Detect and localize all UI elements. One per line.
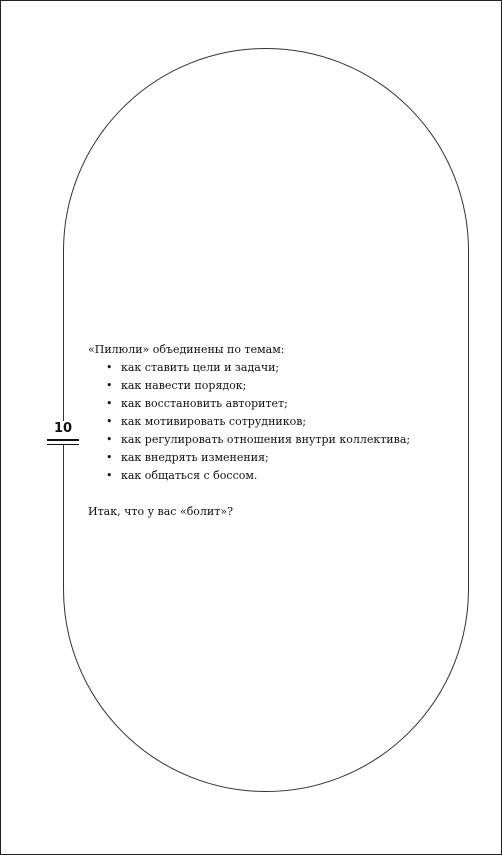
topic-item: • как ставить цели и задачи; — [106, 359, 418, 377]
topic-item: • как мотивировать сотрудников; — [106, 413, 418, 431]
page-number-rule-top — [47, 439, 79, 441]
topic-item: • как навести порядок; — [106, 377, 418, 395]
topics-list — [88, 359, 418, 485]
closing-question: Итак, что у вас «болит»? — [88, 505, 233, 518]
topic-item: • как внедрять изменения; — [106, 449, 418, 467]
topic-item: • как общаться с боссом. — [106, 467, 418, 485]
page-number-block — [47, 421, 79, 445]
page-content — [88, 341, 418, 521]
intro-text: «Пилюли» объединены по темам: — [88, 343, 285, 356]
topic-item: • как регулировать отношения внутри коллектива; — [106, 431, 418, 449]
page-number: 10 — [53, 421, 73, 436]
topic-item: • как восстановить авторитет; — [106, 395, 418, 413]
page-number-rule-bottom — [47, 444, 79, 446]
